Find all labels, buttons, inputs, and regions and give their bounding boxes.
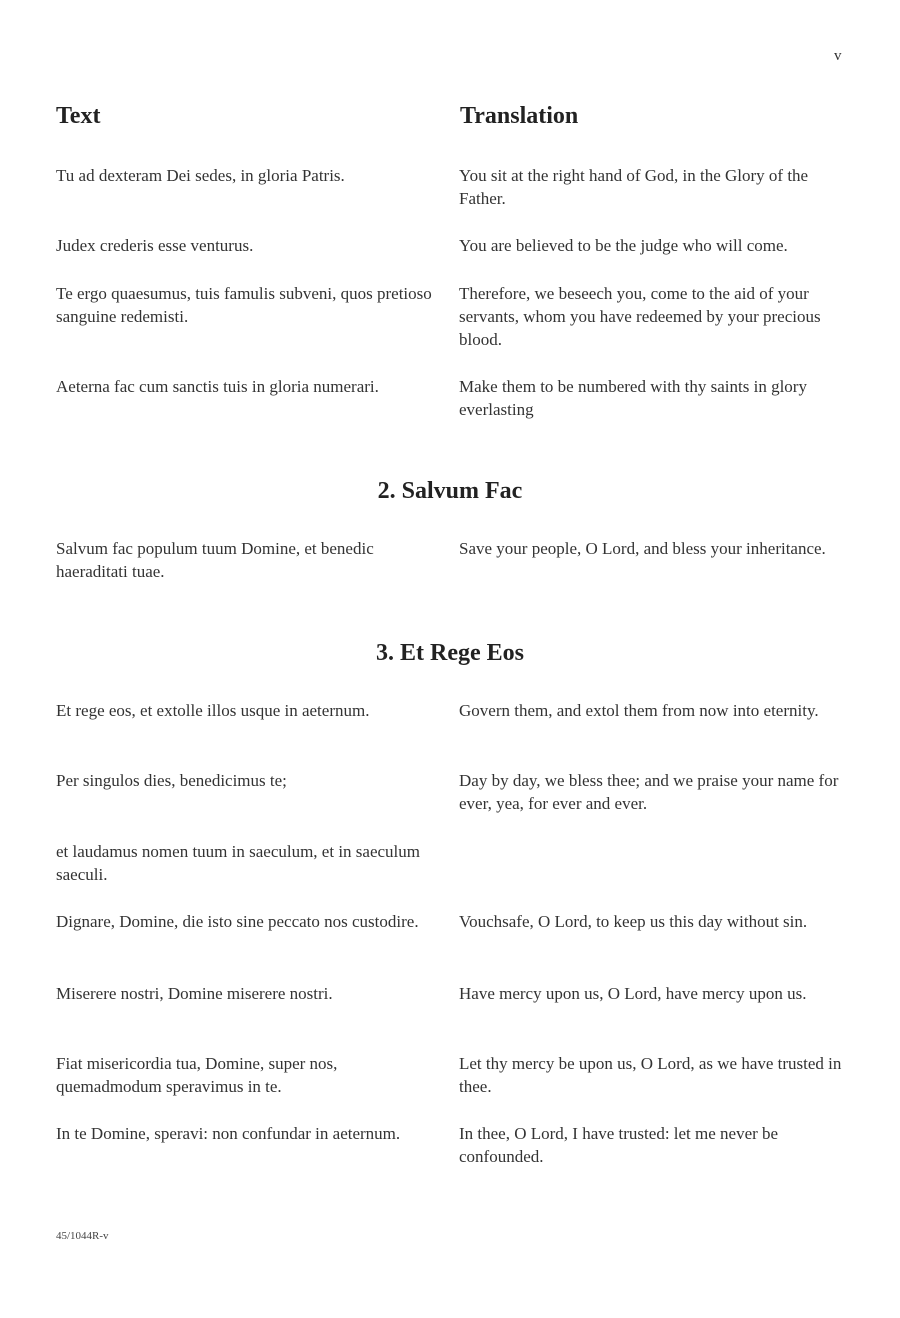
section-title-salvum-fac: 2. Salvum Fac <box>377 478 523 504</box>
latin-text: Et rege eos, et extolle illos usque in aeternum. <box>56 701 370 720</box>
english-translation: Have mercy upon us, O Lord, have mercy upon us. <box>459 984 807 1003</box>
latin-text: In te Domine, speravi: non confundar in aeternum. <box>56 1124 401 1143</box>
latin-text: Tu ad dexteram Dei sedes, in gloria Patris. <box>56 166 345 185</box>
latin-text: Dignare, Domine, die isto sine peccato nos custodire. <box>56 912 419 931</box>
latin-text: et laudamus nomen tuum in saeculum, et in saeculum saeculi. <box>56 842 420 884</box>
page-number: v <box>834 48 842 64</box>
english-translation: Make them to be numbered with thy saints in glory everlasting <box>459 377 807 419</box>
english-translation: Save your people, O Lord, and bless your inheritance. <box>459 539 826 558</box>
english-translation: Vouchsafe, O Lord, to keep us this day without sin. <box>459 912 808 931</box>
english-translation: You sit at the right hand of God, in the Glory of the Father. <box>459 166 809 208</box>
english-translation: Govern them, and extol them from now into eternity. <box>459 701 819 720</box>
section-title-et-rege-eos: 3. Et Rege Eos <box>376 640 524 666</box>
translation-column-heading: Translation <box>460 103 579 129</box>
latin-text: Salvum fac populum tuum Domine, et benedic haeraditati tuae. <box>56 539 374 581</box>
english-translation: Let thy mercy be upon us, O Lord, as we have trusted in thee. <box>459 1054 842 1096</box>
english-translation: Therefore, we beseech you, come to the aid of your servants, whom you have redeemed by your precious blood. <box>459 284 821 349</box>
footer-catalog-code: 45/1044R-v <box>56 1230 109 1242</box>
english-translation: Day by day, we bless thee; and we praise your name for ever, yea, for ever and ever. <box>459 771 839 813</box>
latin-text: Fiat misericordia tua, Domine, super nos, quemadmodum speravimus in te. <box>56 1054 338 1096</box>
latin-text: Aeterna fac cum sanctis tuis in gloria numerari. <box>56 377 379 396</box>
latin-text: Judex crederis esse venturus. <box>56 236 254 255</box>
latin-text: Te ergo quaesumus, tuis famulis subveni, quos pretioso sanguine redemisti. <box>56 284 432 326</box>
english-translation: In thee, O Lord, I have trusted: let me never be confounded. <box>459 1124 779 1166</box>
english-translation: You are believed to be the judge who will come. <box>459 236 788 255</box>
text-column-heading: Text <box>56 103 101 129</box>
latin-text: Miserere nostri, Domine miserere nostri. <box>56 984 333 1003</box>
latin-text: Per singulos dies, benedicimus te; <box>56 771 287 790</box>
